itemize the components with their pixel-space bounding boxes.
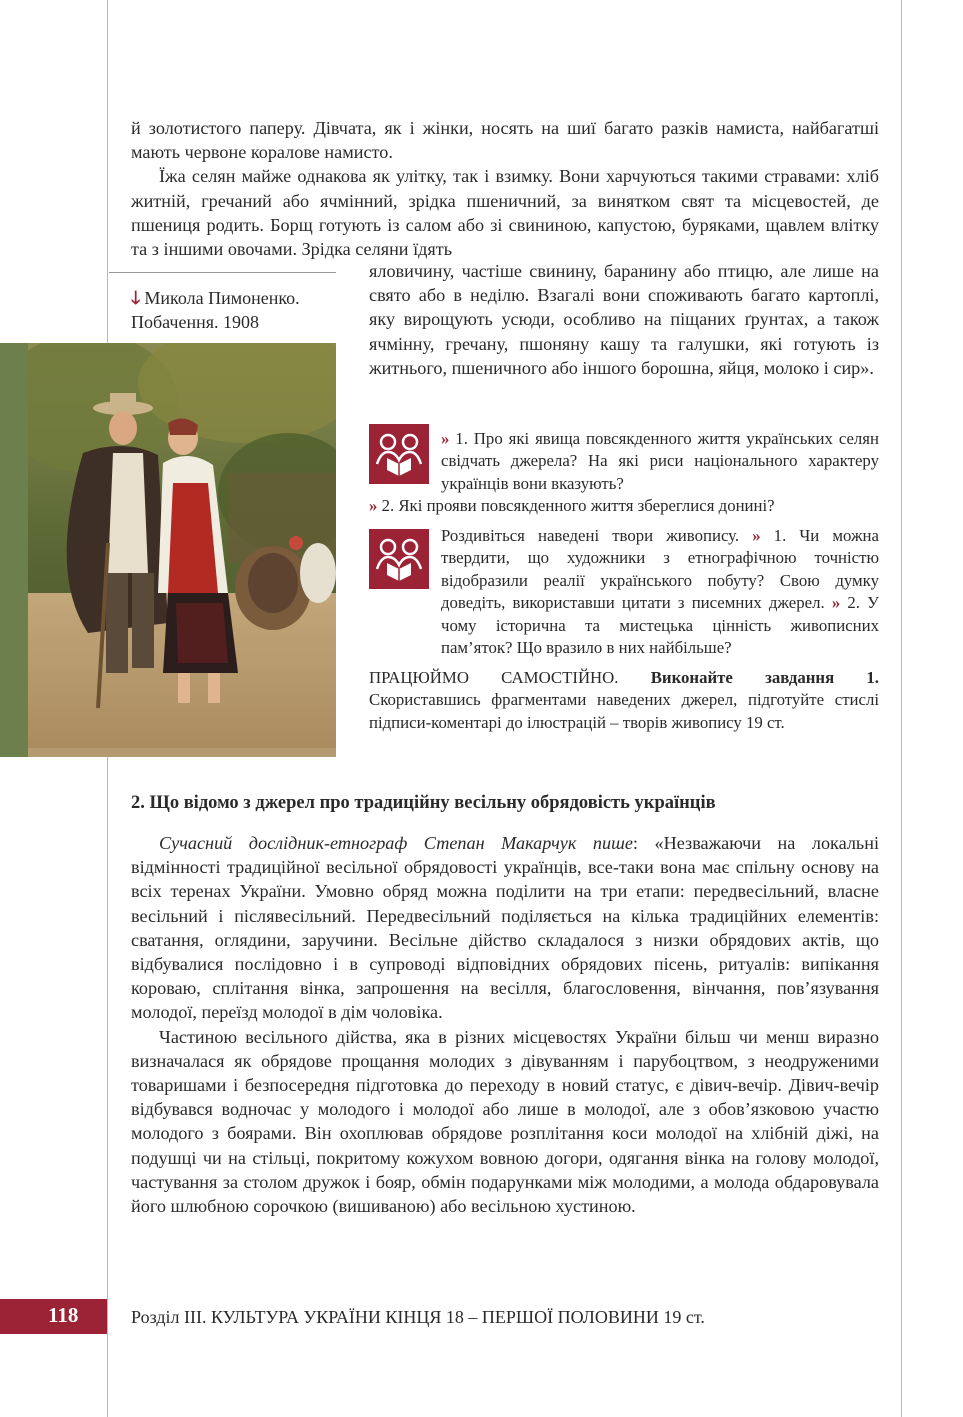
independent-work-block xyxy=(369,667,879,734)
paragraph-section-1-text: : «Незважаючи на локальні відмінності традиційної весільної обрядовості українців, все-таки вона має спільну основу на всіх теренах України. Умовно обряд можна поділити на три етапи: передвесільний, власне весільний і післявесільний. Передвесільний поділяється на кілька традиційних елементів: сватання, оглядини, заручини. Весільне дійство складалося з низки обрядових актів, що відбувалися послідовно і в супроводі відповідних обрядових пісень, ритуалів: випікання короваю, сплітання вінка, запрошення на весілля, благословення, вінчання, пов’язування молодої, переїзд молодої в дім чоловіка. xyxy=(131,833,879,1023)
paragraph-top-1: й золотистого паперу. Дівчата, як і жінки, носять на шиї багато разків намиста, найбагатші мають червоне коралове намисто. xyxy=(131,118,879,163)
independent-work-text xyxy=(369,667,879,734)
independent-work-task: Виконайте завдання 1. xyxy=(650,668,879,687)
painting-caption xyxy=(131,286,341,334)
double-chevron-icon: » xyxy=(752,526,761,545)
section-heading: 2. Що відомо з джерел про традиційну весільну обрядовість українців xyxy=(131,793,716,813)
independent-work-label: ПРАЦЮЙМО САМОСТІЙНО. xyxy=(369,668,651,687)
painting-figure xyxy=(0,343,336,757)
question-2-intro: Роздивіться наведені твори живопису. xyxy=(441,526,753,545)
right-column-text xyxy=(369,259,879,380)
painting-image xyxy=(28,343,336,757)
chapter-footer: Розділ ІІІ. КУЛЬТУРА УКРАЇНИ КІНЦЯ 18 – ПЕРШОЇ ПОЛОВИНИ 19 ст. xyxy=(131,1307,705,1327)
arrow-down-icon: 🡓 xyxy=(131,288,141,308)
painting-side-band xyxy=(0,343,28,757)
caption-divider xyxy=(109,272,336,273)
paragraph-section-1-italic: Сучасний дослідник-етнограф Степан Макарчук пише xyxy=(159,833,633,853)
question-1-2-text: 2. Які прояви повсякденного життя збереглися донині? xyxy=(377,496,775,516)
double-chevron-icon: » xyxy=(831,593,841,613)
paragraph-top-2: Їжа селян майже однакова як улітку, так і взимку. Вони харчуються такими стравами: хліб житній, гречаний або ячмінний, зрідка пшеничний, за винятком свят та місцевостей, де пшениця родить. Борщ готують із салом або зі свининою, капустою, буряками, щавлем влітку та з іншими овочами. Зрідка селяни їдять xyxy=(131,166,879,260)
question-2-1-text: 1. Чи можна твердити, що художники з етнографічною точністю відобразили реалії українського побуту? Свою думку доведіть, використавши цитати з писемних джерел. xyxy=(441,526,879,613)
page-margin-line-right xyxy=(901,0,902,1417)
top-text-block xyxy=(131,116,879,261)
questions-block-2 xyxy=(369,525,879,659)
question-1-1-text: 1. Про які явища повсякденного життя українських селян свідчать джерела? На які риси національного характеру українців вони вказують? xyxy=(441,429,879,493)
double-chevron-icon: » xyxy=(441,429,450,448)
page-number: 118 xyxy=(48,1303,79,1327)
paragraph-right: яловичину, частіше свинину, баранину або птицю, але лише на свято або в неділю. Взагалі вони споживають багато картоплі, яку вирощують усюди, особливо на піщаних ґрунтах, а також ячмінну, гречану, пшоняну кашу та галушки, які готують із житнього, пшеничного або іншого борошна, яйця, молоко і сир». xyxy=(369,261,879,378)
question-1-1 xyxy=(369,428,879,495)
question-2-2-text: 2. У чому історична та мистецька цінність живописних пам’яток? Що вразило в них найбільше? xyxy=(441,593,879,658)
independent-work-instructions: Скориставшись фрагментами наведених джерел, підготуйте стислі підписи-коментарі до ілюстрацій – творів живопису 19 ст. xyxy=(369,690,879,732)
caption-title: Побачення. 1908 xyxy=(131,312,260,332)
double-chevron-icon: » xyxy=(369,496,378,516)
paragraph-section-2: Частиною весільного дійства, яка в різних місцевостях України більш чи менш виразно визначалася як обрядове прощання молодих з дівуванням і парубоцтвом, з неодруженими товаришами і безпосередня підготовка до переходу в новий статус, є дівич-вечір. Дівич-вечір відбувався водночас у молодого і молодої або лише в молодої, але з обов’язковою участю молодого з боярами. Він охоплював обрядове розплітання коси молодої на хлібній діжі, на подушці чи на стільці, покритому кожухом вовною догори, одягання вінка на голову молодої, частування за столом дружок і бояр, обмін подарунками між молодими, а молода обдаровувала його шлюбною сорочкою (вишиваною) або весільною хустиною. xyxy=(131,1026,879,1217)
questions-block-1 xyxy=(369,428,879,518)
section-body xyxy=(131,831,879,1218)
paragraph-section-1 xyxy=(131,831,879,1025)
question-1-2 xyxy=(369,495,879,517)
caption-author: Микола Пимоненко. xyxy=(144,288,300,308)
question-2-text xyxy=(369,525,879,659)
